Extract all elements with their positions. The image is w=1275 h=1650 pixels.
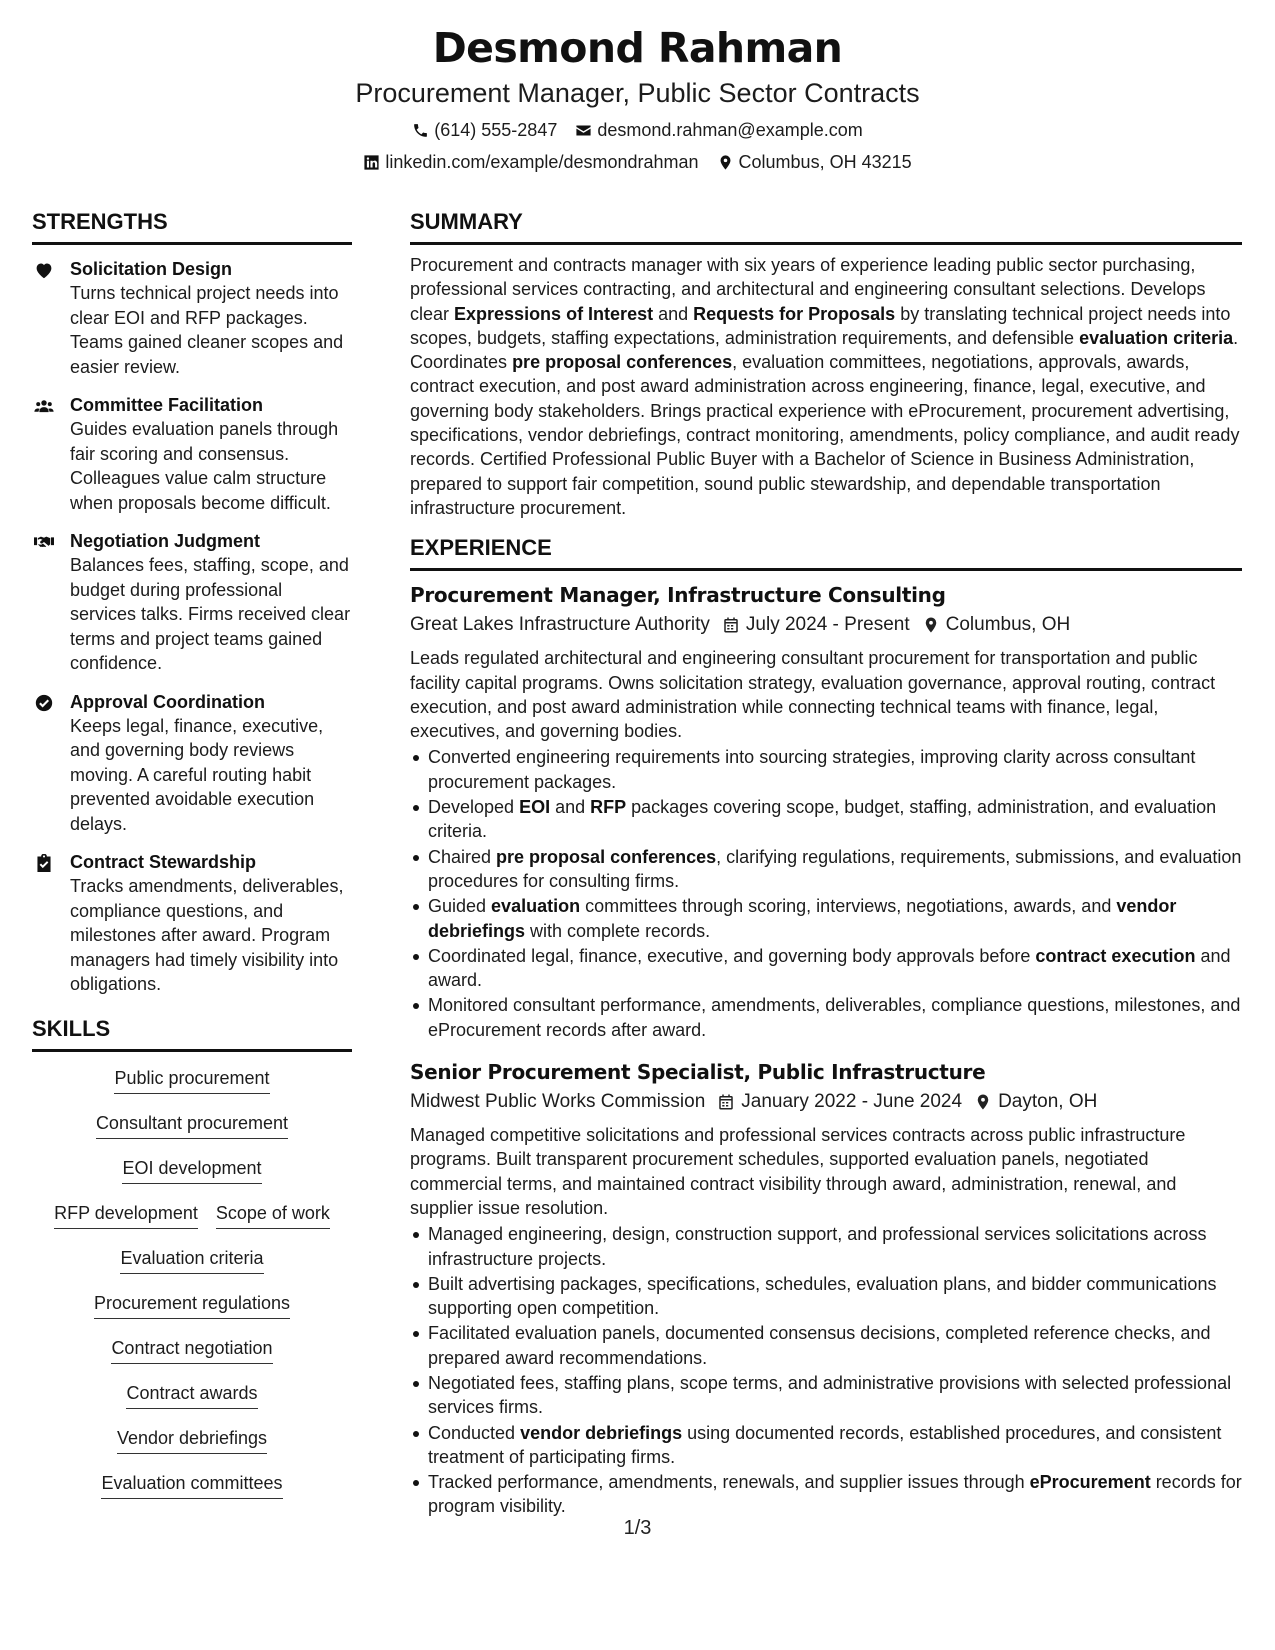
contact-email[interactable]	[575, 118, 862, 142]
bullet-item: Chaired pre proposal conferences, clarifying regulations, requirements, submissions, and evaluation procedures for consulting firms.	[410, 845, 1242, 894]
calendar-icon	[717, 1093, 735, 1111]
strength-item	[32, 850, 352, 997]
right-column	[410, 208, 1242, 1519]
strength-description: Balances fees, staffing, scope, and budget during professional services talks. Firms received clear terms and project teams gained confidence.	[70, 555, 351, 673]
bullet-item: Monitored consultant performance, amendments, deliverables, compliance questions, milestones, and eProcurement records after award.	[410, 993, 1242, 1042]
job-meta	[410, 1087, 1242, 1117]
skill-row	[94, 1291, 290, 1319]
skill-row	[101, 1471, 282, 1499]
candidate-name: Desmond Rahman	[432, 24, 843, 72]
bullet-item: Converted engineering requirements into sourcing strategies, improving clarity across consultant procurement packages.	[410, 745, 1242, 794]
experience-heading: EXPERIENCE	[410, 534, 1242, 571]
bullet-item: Negotiated fees, staffing plans, scope terms, and administrative provisions with selected professional services firms.	[410, 1371, 1242, 1420]
skill-tag: Contract awards	[126, 1381, 257, 1409]
bullet-item: Facilitated evaluation panels, documented consensus decisions, completed reference checks, and prepared award recommendations.	[410, 1321, 1242, 1370]
bullet-item: Guided evaluation committees through scoring, interviews, negotiations, awards, and vendor debriefings with complete records.	[410, 894, 1242, 943]
page-number: 1/3	[623, 1517, 652, 1539]
strength-description: Turns technical project needs into clear EOI and RFP packages. Teams gained cleaner scopes and easier review.	[70, 283, 344, 377]
job-dates: January 2022 - June 2024	[741, 1091, 963, 1113]
bullet-item: Managed engineering, design, construction support, and professional services solicitations across infrastructure projects.	[410, 1222, 1242, 1271]
users-icon	[32, 393, 70, 515]
job-bullets	[410, 1222, 1242, 1519]
skills-list	[32, 1066, 352, 1516]
job-description: Leads regulated architectural and engineering consultant procurement for transportation and public facility capital programs. Owns solicitation strategy, evaluation governance, approval routing, contract execution, and post award administration while connecting technical teams with finance, legal, executives, and governing bodies.	[410, 648, 1216, 742]
strength-description: Guides evaluation panels through fair scoring and consensus. Colleagues value calm structure when proposals become difficult.	[70, 419, 339, 513]
strength-item	[32, 529, 352, 676]
strength-description: Keeps legal, finance, executive, and governing body reviews moving. A careful routing habit prevented avoidable execution delays.	[70, 715, 324, 834]
skill-tag: Contract negotiation	[111, 1336, 272, 1364]
bullet-item: Built advertising packages, specifications, schedules, evaluation plans, and bidder communications supporting open competition.	[410, 1272, 1242, 1321]
job-organization: Midwest Public Works Commission	[410, 1091, 706, 1113]
skill-row	[111, 1336, 272, 1364]
linkedin-icon	[363, 154, 380, 171]
candidate-role: Procurement Manager, Public Sector Contracts	[355, 78, 920, 108]
strengths-heading: STRENGTHS	[32, 208, 352, 245]
linkedin-text[interactable]: linkedin.com/example/desmondrahman	[385, 152, 699, 172]
job-organization: Great Lakes Infrastructure Authority	[410, 614, 710, 636]
bullet-item: Coordinated legal, finance, executive, and governing body approvals before contract execution and award.	[410, 944, 1242, 993]
left-column	[32, 208, 352, 1516]
job-bullets	[410, 745, 1242, 1042]
skill-tag: Evaluation criteria	[120, 1246, 263, 1274]
skill-row	[114, 1066, 269, 1094]
job-title: Procurement Manager, Infrastructure Consulting	[410, 583, 946, 608]
envelope-icon	[575, 122, 592, 139]
strength-item	[32, 393, 352, 515]
strength-title: Solicitation Design	[70, 259, 233, 279]
clipboard-check-icon	[32, 850, 70, 997]
skill-tag: EOI development	[122, 1156, 261, 1184]
strength-title: Committee Facilitation	[70, 395, 264, 415]
location-text: Columbus, OH 43215	[738, 152, 912, 172]
strength-title: Approval Coordination	[70, 691, 265, 712]
skill-tag: Vendor debriefings	[117, 1426, 267, 1454]
job-location: Dayton, OH	[998, 1091, 1098, 1113]
skill-row	[117, 1426, 267, 1454]
contact-location	[717, 150, 912, 174]
contact-linkedin[interactable]	[363, 150, 698, 174]
strength-description: Tracks amendments, deliverables, compliance questions, and milestones after award. Program managers had timely visibility into obligations.	[70, 876, 344, 994]
check-circle-icon	[32, 690, 70, 837]
calendar-icon	[722, 616, 740, 634]
strength-title: Negotiation Judgment	[70, 531, 260, 551]
skill-tag: Consultant procurement	[96, 1111, 288, 1139]
skill-row	[96, 1111, 288, 1139]
job-entry	[410, 1058, 1242, 1519]
skill-tag: RFP development	[54, 1201, 198, 1229]
job-dates: July 2024 - Present	[745, 614, 910, 636]
handshake-icon	[32, 529, 70, 676]
map-pin-icon	[922, 616, 940, 634]
map-pin-icon	[974, 1093, 992, 1111]
skills-heading: SKILLS	[32, 1015, 352, 1052]
resume-header	[0, 22, 1275, 174]
skill-row	[120, 1246, 263, 1274]
job-description: Managed competitive solicitations and professional services contracts across public infrastructure programs. Built transparent procurement schedules, supported evaluation panels, negotiated commercial terms, and maintained contract visibility through award, administration, renewal, and supplier issue resolution.	[410, 1125, 1186, 1218]
skill-row	[54, 1201, 330, 1229]
phone-icon	[412, 122, 429, 139]
phone-text: (614) 555-2847	[434, 120, 558, 140]
bullet-item: Conducted vendor debriefings using documented records, established procedures, and consistent treatment of participating firms.	[410, 1421, 1242, 1470]
contact-phone	[412, 118, 557, 142]
map-pin-icon	[717, 154, 734, 171]
skill-tag: Public procurement	[114, 1066, 269, 1094]
heart-icon	[32, 257, 70, 379]
skill-tag: Scope of work	[216, 1201, 330, 1229]
email-text[interactable]: desmond.rahman@example.com	[597, 120, 863, 140]
summary-heading: SUMMARY	[410, 208, 1242, 245]
skill-tag: Procurement regulations	[94, 1291, 290, 1319]
skill-row	[122, 1156, 261, 1184]
bullet-item: Tracked performance, amendments, renewals, and supplier issues through eProcurement records for program visibility.	[410, 1470, 1242, 1519]
skill-row	[126, 1381, 257, 1409]
job-entry	[410, 581, 1242, 1042]
job-meta	[410, 610, 1242, 640]
strength-item	[32, 257, 352, 379]
contact-row-1	[0, 118, 1275, 142]
strength-title: Contract Stewardship	[70, 852, 257, 872]
summary-text: Procurement and contracts manager with six years of experience leading public sector purchasing, professional services contracting, and architectural and engineering consultant selections. Develops clear Expressions of Interest and Requests for Proposals by translating technical project needs into scopes, budgets, staffing expectations, administration requirements, and defensible evaluation criteria. Coordinates pre proposal conferences, evaluation committees, negotiations, approvals, awards, contract execution, and post award administration across engineering, finance, legal, executive, and governing body stakeholders. Brings practical experience with eProcurement, procurement advertising, specifications, vendor debriefings, contract monitoring, amendments, policy compliance, and audit ready records. Certified Professional Public Buyer with a Bachelor of Science in Business Administration, prepared to support fair competition, sound public stewardship, and dependable transportation infrastructure procurement.	[410, 255, 1240, 518]
strength-item	[32, 690, 352, 837]
strengths-list	[32, 257, 352, 997]
skill-tag: Evaluation committees	[101, 1471, 282, 1499]
jobs-list	[410, 581, 1242, 1519]
bullet-item: Developed EOI and RFP packages covering scope, budget, staffing, administration, and evaluation criteria.	[410, 795, 1242, 844]
job-title: Senior Procurement Specialist, Public Infrastructure	[410, 1060, 986, 1085]
contact-row-2	[0, 150, 1275, 174]
job-location: Columbus, OH	[945, 614, 1071, 636]
